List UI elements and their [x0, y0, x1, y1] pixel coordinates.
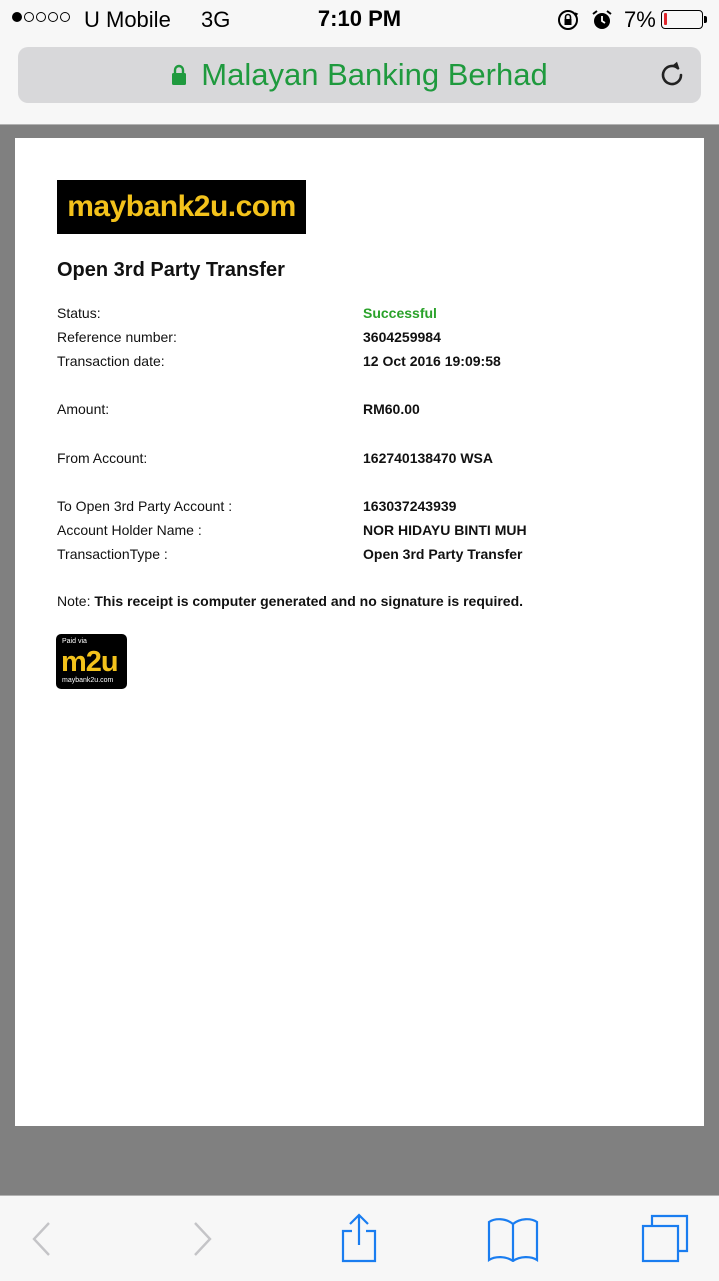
tabs-button[interactable] — [637, 1196, 693, 1281]
share-icon — [338, 1213, 380, 1265]
from-account-value: 162740138470 WSA — [363, 450, 493, 466]
battery-icon — [661, 10, 703, 29]
url-title: Malayan Banking Berhad — [201, 57, 548, 92]
browser-bottom-toolbar — [0, 1195, 719, 1281]
maybank2u-logo — [57, 180, 306, 234]
bookmarks-icon — [486, 1216, 540, 1262]
reload-icon[interactable] — [656, 59, 688, 91]
battery-tip — [704, 16, 707, 23]
transaction-type-value: Open 3rd Party Transfer — [363, 546, 523, 562]
alarm-icon — [591, 9, 613, 31]
bookmarks-button[interactable] — [484, 1196, 542, 1281]
holder-name-label: Account Holder Name : — [57, 522, 202, 538]
note-label: Note: — [57, 593, 91, 609]
to-account-value: 163037243939 — [363, 498, 457, 514]
date-value: 12 Oct 2016 19:09:58 — [363, 353, 501, 369]
share-button[interactable] — [334, 1196, 384, 1281]
back-icon — [29, 1219, 53, 1259]
amount-label: Amount: — [57, 401, 110, 417]
forward-icon — [191, 1219, 215, 1259]
holder-name-value: NOR HIDAYU BINTI MUH — [363, 522, 527, 538]
badge-brand: m2u — [61, 646, 118, 678]
status-bar — [0, 0, 719, 40]
rotation-lock-icon — [557, 9, 579, 31]
logo-text: maybank2u.com — [67, 190, 296, 223]
status-value: Successful — [363, 305, 437, 321]
back-button[interactable] — [18, 1196, 64, 1281]
carrier-name: U Mobile — [84, 7, 171, 32]
page-title: Open 3rd Party Transfer — [57, 259, 285, 281]
status-time: 7:10 PM — [317, 6, 402, 31]
receipt-page — [15, 138, 704, 1126]
amount-value: RM60.00 — [363, 401, 420, 417]
from-account-label: From Account: — [57, 450, 148, 466]
reference-label: Reference number: — [57, 329, 177, 345]
tabs-icon — [639, 1214, 691, 1264]
badge-site: maybank2u.com — [62, 677, 114, 684]
browser-address-bar — [0, 40, 719, 125]
network-type: 3G — [201, 7, 231, 32]
status-label: Status: — [57, 305, 101, 321]
paid-via-m2u-badge — [56, 634, 127, 689]
badge-paid-via: Paid via — [62, 638, 87, 645]
receipt-note — [57, 593, 523, 609]
battery-percent: 7% — [624, 7, 656, 32]
lock-icon — [171, 64, 187, 86]
forward-button[interactable] — [180, 1196, 226, 1281]
note-text: This receipt is computer generated and no signature is required. — [94, 593, 524, 609]
url-field[interactable] — [18, 47, 701, 103]
date-label: Transaction date: — [57, 353, 165, 369]
reference-value: 3604259984 — [363, 329, 441, 345]
to-account-label: To Open 3rd Party Account : — [57, 498, 233, 514]
transaction-type-label: TransactionType : — [57, 546, 168, 562]
